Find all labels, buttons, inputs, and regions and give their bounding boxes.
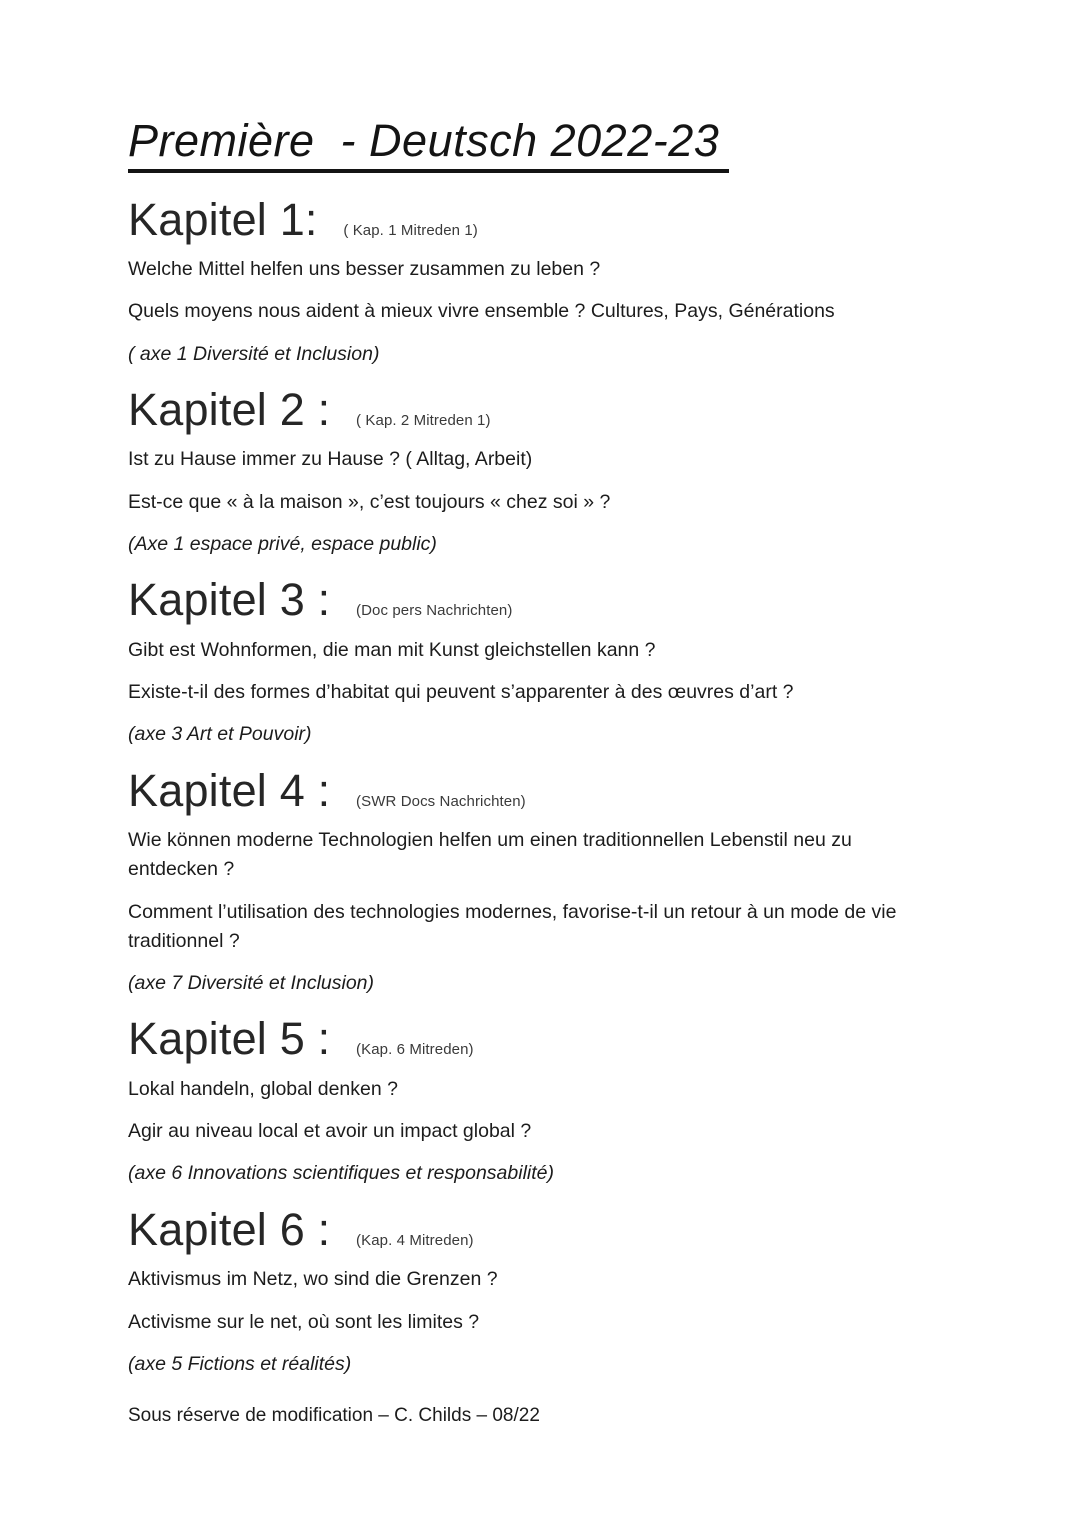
chapter-heading — [128, 576, 930, 625]
chapter-heading — [128, 764, 930, 816]
footer-note: Sous réserve de modification – C. Childs – 08/22 — [128, 1405, 540, 1427]
chapter-source-ref: ( Kap. 2 Mitreden 1) — [356, 411, 491, 429]
chapter-section — [128, 576, 930, 749]
axis-label: (Axe 1 espace privé, espace public) — [128, 532, 437, 555]
chapter-title: Kapitel 2 : — [128, 383, 331, 435]
chapter-heading — [128, 1015, 930, 1064]
chapter-heading — [128, 1203, 930, 1255]
document-title: Première - Deutsch 2022-23 — [128, 116, 729, 173]
chapter-section — [128, 193, 930, 369]
french-question: Agir au niveau local et avoir un impact global ? — [128, 1120, 532, 1143]
axis-label: (axe 3 Art et Pouvoir) — [128, 723, 312, 746]
chapter-source-ref: (SWR Docs Nachrichten) — [356, 792, 526, 810]
french-question: Activisme sur le net, où sont les limites ? — [128, 1310, 480, 1333]
chapter-title: Kapitel 6 : — [128, 1203, 331, 1255]
chapter-title: Kapitel 4 : — [128, 764, 331, 816]
french-question: Comment l’utilisation des technologies modernes, favorise-t-il un retour à un mode de vie traditionnel ? — [128, 900, 897, 952]
chapter-source-ref: ( Kap. 1 Mitreden 1) — [343, 221, 478, 239]
german-question: Gibt est Wohnformen, die man mit Kunst gleichstellen kann ? — [128, 638, 656, 661]
chapter-section — [128, 1203, 930, 1379]
chapter-source-ref: (Kap. 4 Mitreden) — [356, 1231, 474, 1249]
chapter-section — [128, 383, 930, 559]
german-question: Ist zu Hause immer zu Hause ? ( Alltag, Arbeit) — [128, 448, 533, 471]
chapter-heading — [128, 193, 930, 245]
axis-label: ( axe 1 Diversité et Inclusion) — [128, 342, 380, 365]
chapter-section — [128, 764, 930, 999]
french-question: Existe-t-il des formes d’habitat qui peuvent s’apparenter à des œuvres d’art ? — [128, 681, 794, 704]
french-question: Quels moyens nous aident à mieux vivre ensemble ? Cultures, Pays, Générations — [128, 300, 835, 323]
chapter-title: Kapitel 5 : — [128, 1013, 331, 1065]
chapter-title: Kapitel 1: — [128, 193, 318, 245]
chapter-section — [128, 1015, 930, 1188]
chapter-title: Kapitel 3 : — [128, 574, 331, 626]
chapter-heading — [128, 383, 930, 435]
axis-label: (axe 5 Fictions et réalités) — [128, 1352, 352, 1375]
axis-label: (axe 6 Innovations scientifiques et responsabilité) — [128, 1162, 554, 1185]
german-question: Aktivismus im Netz, wo sind die Grenzen ? — [128, 1268, 498, 1291]
chapter-source-ref: (Kap. 6 Mitreden) — [356, 1041, 474, 1059]
german-question: Lokal handeln, global denken ? — [128, 1077, 398, 1100]
axis-label: (axe 7 Diversité et Inclusion) — [128, 972, 375, 995]
french-question: Est-ce que « à la maison », c’est toujours « chez soi » ? — [128, 490, 611, 513]
chapter-source-ref: (Doc pers Nachrichten) — [356, 602, 513, 620]
chapter-list — [128, 193, 930, 1380]
german-question: Wie können moderne Technologien helfen um einen traditionnellen Lebenstil neu zu entdecken ? — [128, 829, 852, 881]
german-question: Welche Mittel helfen uns besser zusammen zu leben ? — [128, 258, 601, 281]
